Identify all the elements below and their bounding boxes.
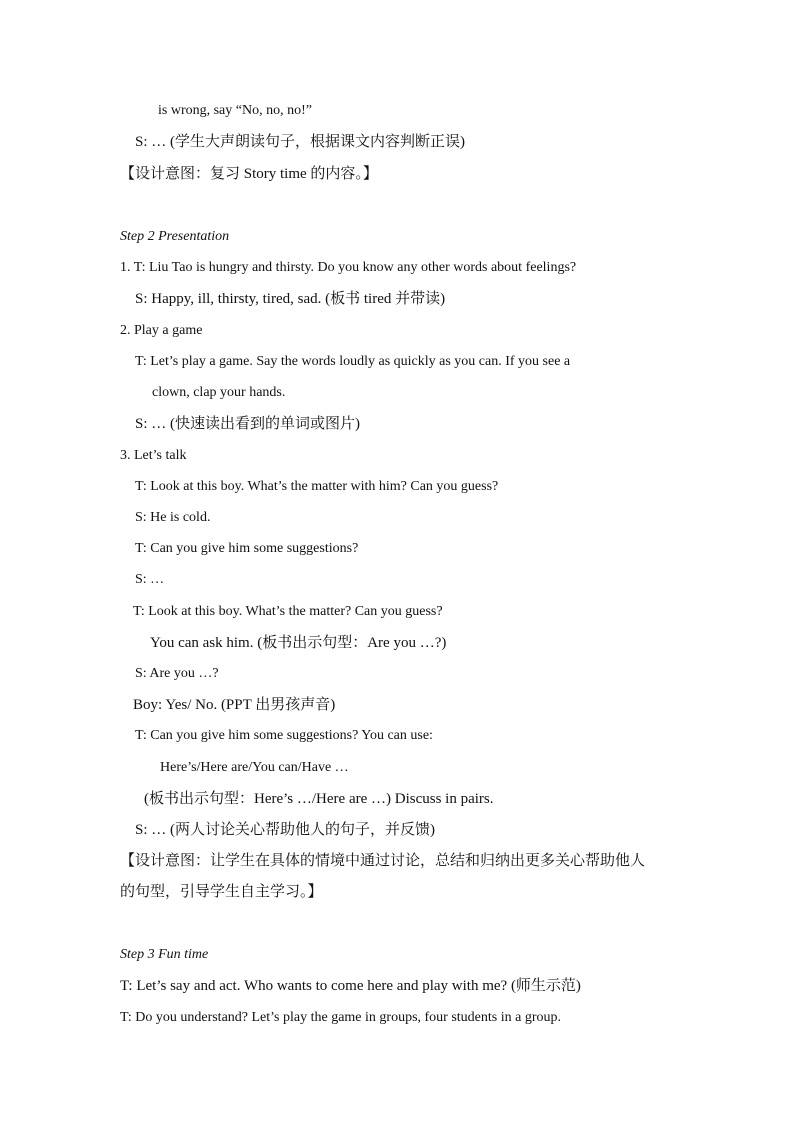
text-line: 3. Let’s talk (120, 448, 187, 463)
text-line: T: Let’s say and act. Who wants to come here and play with me? (师生示范) (120, 978, 581, 994)
text-line: Here’s/Here are/You can/Have … (160, 760, 349, 775)
text-line: T: Let’s play a game. Say the words loudly as quickly as you can. If you see a (135, 354, 571, 369)
text-line: T: Can you give him some suggestions? (135, 541, 359, 556)
text-line: You can ask him. (板书出示句型：Are you …?) (150, 635, 447, 651)
text-line: Boy: Yes/ No. (PPT 出男孩声音) (133, 697, 336, 713)
text-line: 2. Play a game (120, 323, 203, 338)
text-line: S: … (学生大声朗读句子，根据课文内容判断正误) (135, 134, 466, 150)
text-line: T: Look at this boy. What’s the matter with him? Can you guess? (135, 479, 499, 494)
text-line: (板书出示句型：Here’s …/Here are …) Discuss in pairs. (144, 791, 494, 807)
text-line: S: Happy, ill, thirsty, tired, sad. (板书 tired 并带读) (135, 291, 446, 307)
design-intent-note: 【设计意图：让学生在具体的情境中通过讨论，总结和归纳出更多关心帮助他人 (120, 853, 646, 869)
text-line: T: Look at this boy. What’s the matter? Can you guess? (133, 604, 443, 619)
step-heading: Step 2 Presentation (120, 229, 230, 244)
text-line: clown, clap your hands. (152, 385, 286, 400)
step-heading: Step 3 Fun time (120, 947, 209, 962)
text-line: is wrong, say “No, no, no!” (158, 103, 312, 118)
text-line: S: Are you …? (135, 666, 219, 681)
text-line: 1. T: Liu Tao is hungry and thirsty. Do you know any other words about feelings? (120, 260, 577, 275)
text-line: T: Can you give him some suggestions? You can use: (135, 728, 433, 743)
text-line: S: … (快速读出看到的单词或图片) (135, 416, 361, 432)
design-intent-note: 【设计意图：复习 Story time 的内容。】 (120, 166, 378, 182)
text-line: S: He is cold. (135, 510, 211, 525)
design-intent-note: 的句型，引导学生自主学习。】 (120, 884, 323, 900)
text-line: T: Do you understand? Let’s play the game in groups, four students in a group. (120, 1010, 561, 1025)
text-line: S: … (两人讨论关心帮助他人的句子，并反馈) (135, 822, 436, 838)
text-line: S: … (135, 572, 165, 587)
